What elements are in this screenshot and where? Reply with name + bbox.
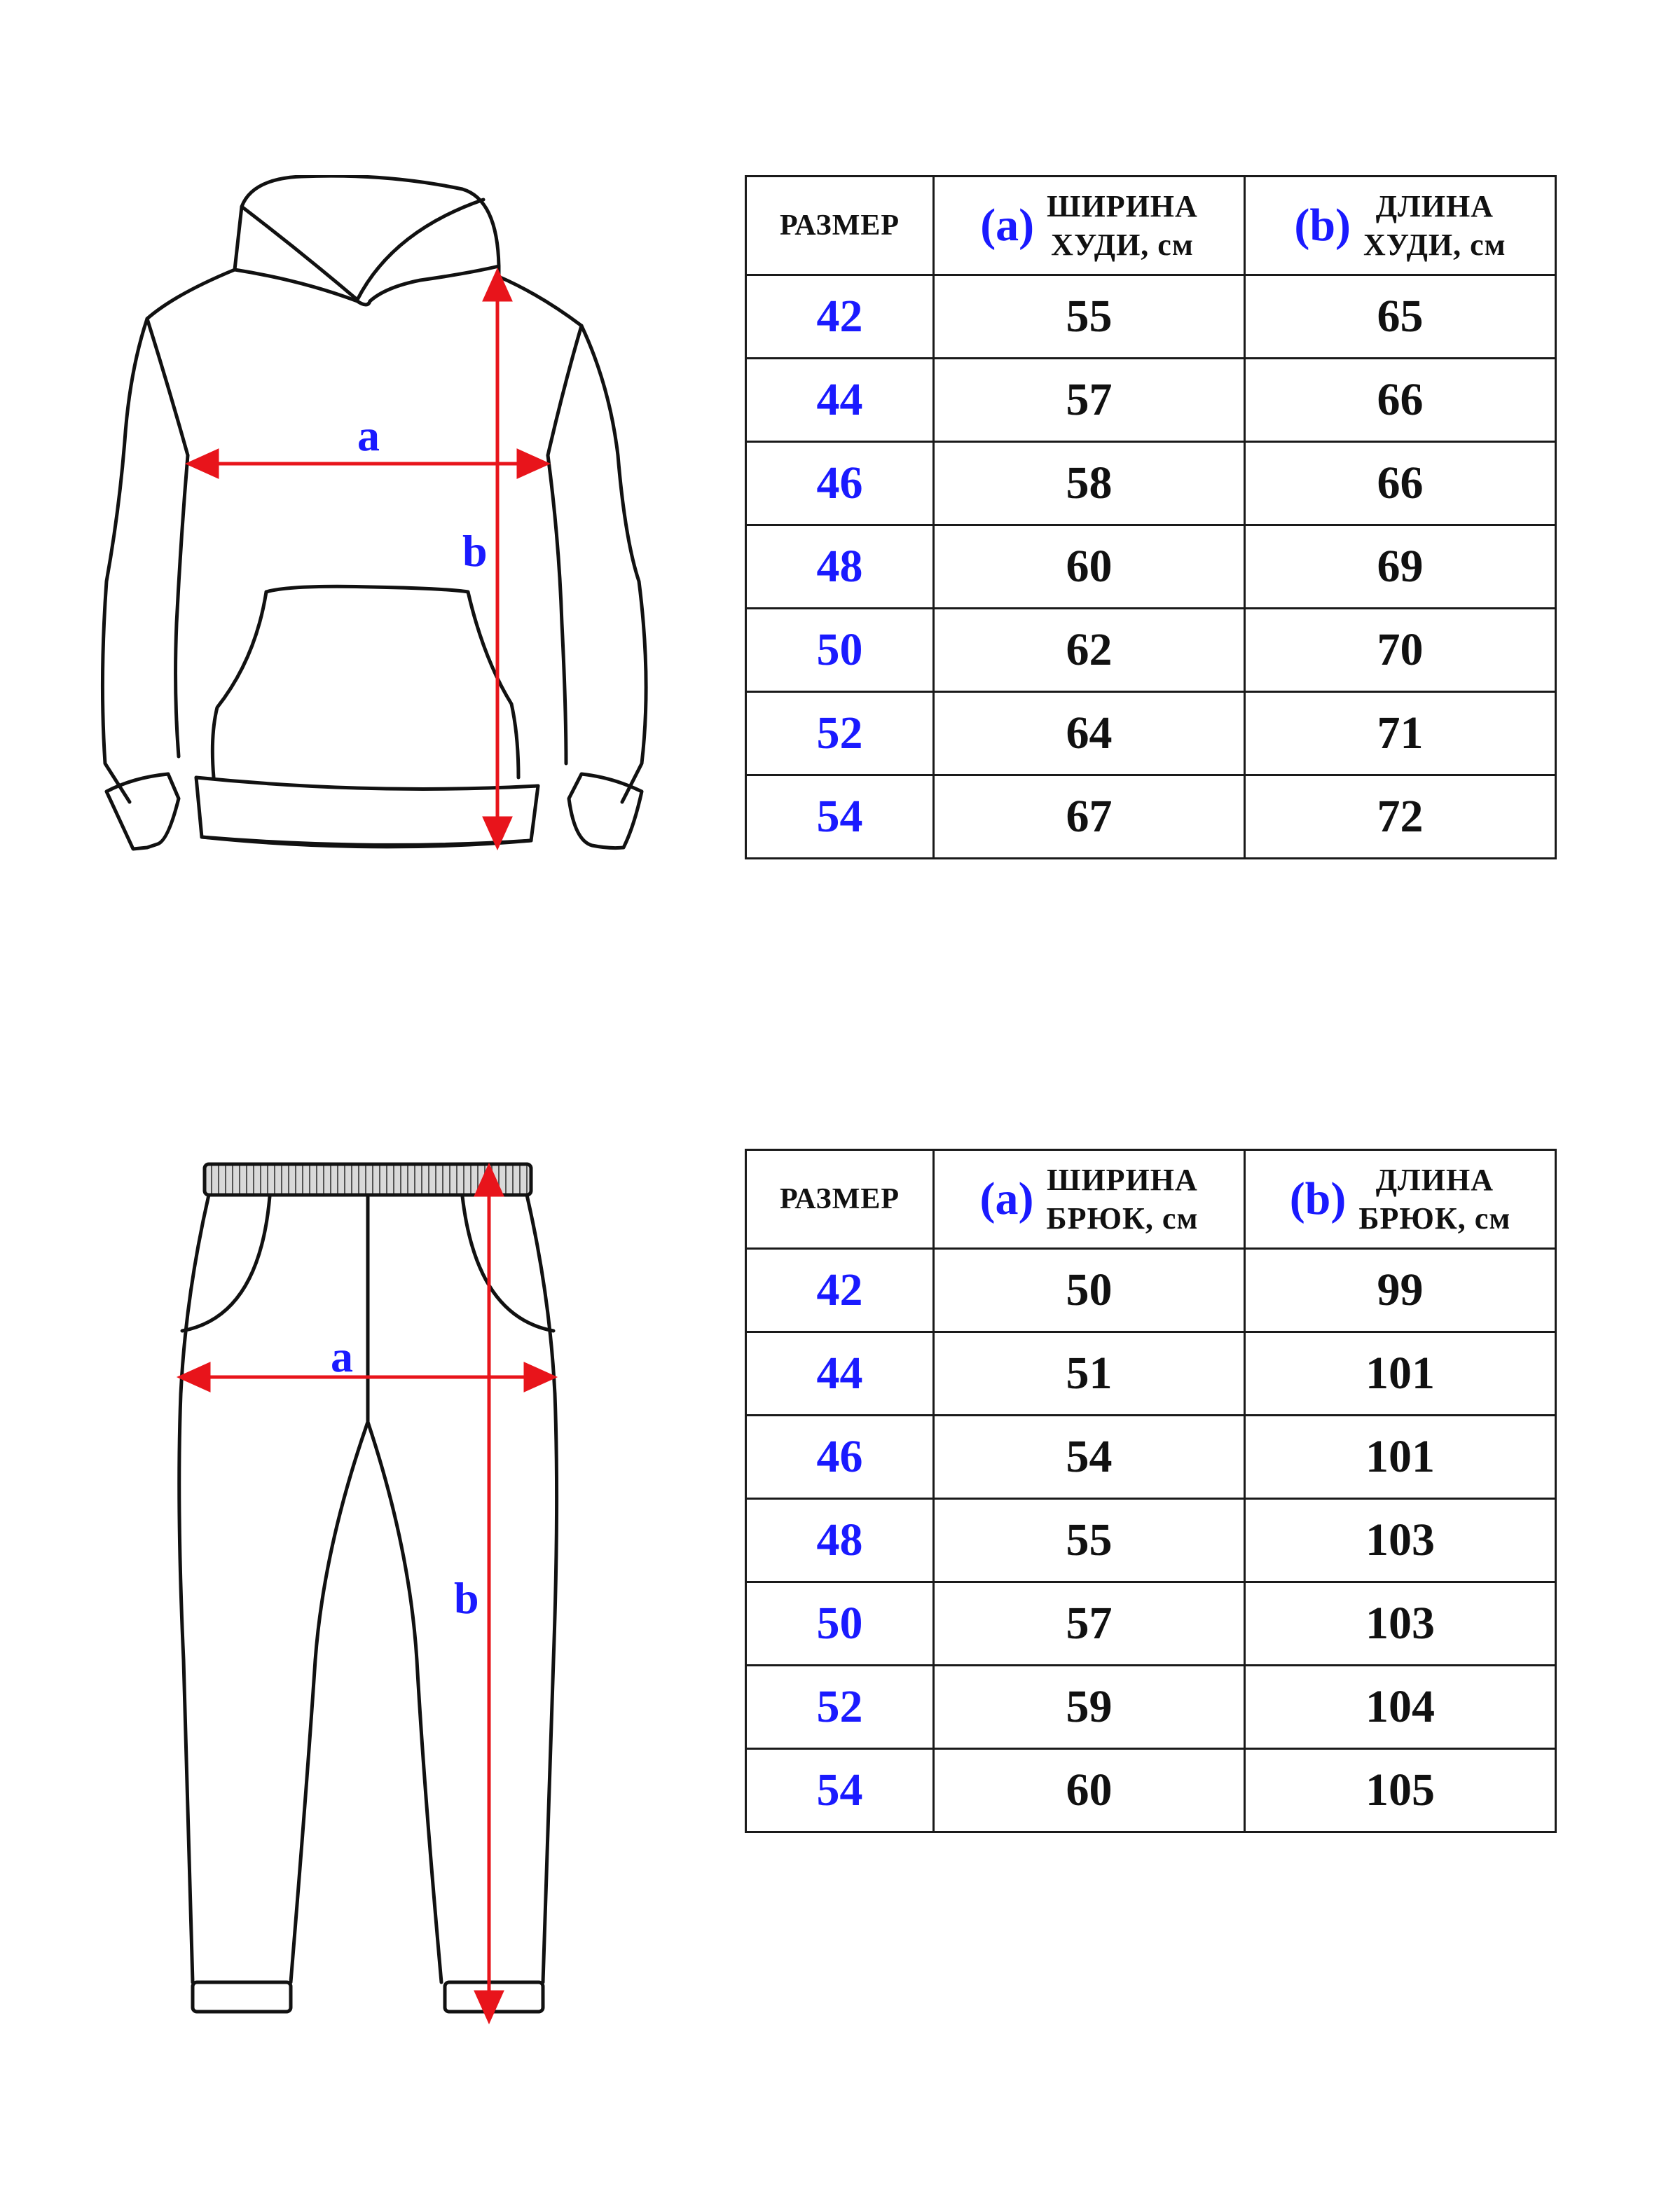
width-letter: (a) — [980, 200, 1035, 251]
width-header-line1: ШИРИНА — [1047, 1163, 1198, 1197]
hoodie-label-b: b — [462, 526, 488, 576]
length-letter: (b) — [1289, 1173, 1347, 1224]
length-cell: 103 — [1245, 1582, 1556, 1666]
width-cell: 60 — [934, 525, 1245, 609]
table-row — [746, 1749, 1556, 1832]
width-cell: 57 — [934, 359, 1245, 442]
size-cell: 54 — [746, 1749, 934, 1832]
length-cell: 71 — [1245, 692, 1556, 775]
width-header — [934, 177, 1245, 275]
size-cell: 52 — [746, 1666, 934, 1749]
table-row — [746, 1499, 1556, 1582]
width-header-line1: ШИРИНА — [1047, 189, 1198, 223]
size-cell: 44 — [746, 359, 934, 442]
hoodie-outline-icon — [91, 175, 666, 869]
width-cell: 55 — [934, 275, 1245, 359]
table-row — [746, 359, 1556, 442]
length-header — [1245, 1150, 1556, 1249]
table-row — [746, 1249, 1556, 1332]
length-cell: 105 — [1245, 1749, 1556, 1832]
width-cell: 51 — [934, 1332, 1245, 1416]
pants-label-b: b — [454, 1573, 479, 1623]
width-cell: 67 — [934, 775, 1245, 859]
table-row — [746, 1582, 1556, 1666]
size-cell: 44 — [746, 1332, 934, 1416]
width-cell: 55 — [934, 1499, 1245, 1582]
table-header-row — [746, 1150, 1556, 1249]
width-cell: 58 — [934, 442, 1245, 525]
length-cell: 104 — [1245, 1666, 1556, 1749]
length-letter: (b) — [1294, 200, 1351, 251]
length-cell: 99 — [1245, 1249, 1556, 1332]
width-cell: 54 — [934, 1416, 1245, 1499]
width-cell: 62 — [934, 609, 1245, 692]
size-cell: 48 — [746, 525, 934, 609]
width-cell: 59 — [934, 1666, 1245, 1749]
width-header — [934, 1150, 1245, 1249]
length-cell: 69 — [1245, 525, 1556, 609]
width-cell: 57 — [934, 1582, 1245, 1666]
table-row — [746, 775, 1556, 859]
width-letter: (a) — [979, 1173, 1034, 1224]
width-cell: 60 — [934, 1749, 1245, 1832]
table-row — [746, 525, 1556, 609]
length-cell: 72 — [1245, 775, 1556, 859]
width-cell: 64 — [934, 692, 1245, 775]
size-cell: 46 — [746, 1416, 934, 1499]
hoodie-illustration — [91, 175, 666, 869]
size-header: РАЗМЕР — [746, 1150, 934, 1249]
table-row — [746, 1332, 1556, 1416]
size-cell: 42 — [746, 275, 934, 359]
pants-label-a: a — [331, 1332, 353, 1381]
size-header: РАЗМЕР — [746, 177, 934, 275]
length-header-line2: ХУДИ, см — [1363, 228, 1506, 262]
width-header-line2: БРЮК, см — [1046, 1201, 1199, 1236]
size-cell: 54 — [746, 775, 934, 859]
table-row — [746, 275, 1556, 359]
length-cell: 101 — [1245, 1416, 1556, 1499]
table-row — [746, 1666, 1556, 1749]
hoodie-size-table — [745, 175, 1557, 859]
width-cell: 50 — [934, 1249, 1245, 1332]
table-row — [746, 609, 1556, 692]
table-header-row — [746, 177, 1556, 275]
table-row — [746, 1416, 1556, 1499]
width-header-line2: ХУДИ, см — [1051, 228, 1194, 262]
table-row — [746, 692, 1556, 775]
length-cell: 70 — [1245, 609, 1556, 692]
size-cell: 46 — [746, 442, 934, 525]
length-header-line2: БРЮК, см — [1358, 1201, 1511, 1236]
length-cell: 66 — [1245, 359, 1556, 442]
pants-illustration — [168, 1156, 560, 2038]
size-cell: 42 — [746, 1249, 934, 1332]
length-header-line1: ДЛИНА — [1375, 1163, 1494, 1197]
length-header — [1245, 177, 1556, 275]
hoodie-label-a: a — [357, 410, 380, 460]
length-header-line1: ДЛИНА — [1375, 189, 1494, 223]
size-cell: 50 — [746, 1582, 934, 1666]
length-cell: 101 — [1245, 1332, 1556, 1416]
size-cell: 50 — [746, 609, 934, 692]
length-cell: 65 — [1245, 275, 1556, 359]
size-cell: 48 — [746, 1499, 934, 1582]
length-cell: 103 — [1245, 1499, 1556, 1582]
length-cell: 66 — [1245, 442, 1556, 525]
size-cell: 52 — [746, 692, 934, 775]
table-row — [746, 442, 1556, 525]
pants-size-table — [745, 1149, 1557, 1833]
pants-outline-icon — [168, 1156, 560, 2038]
